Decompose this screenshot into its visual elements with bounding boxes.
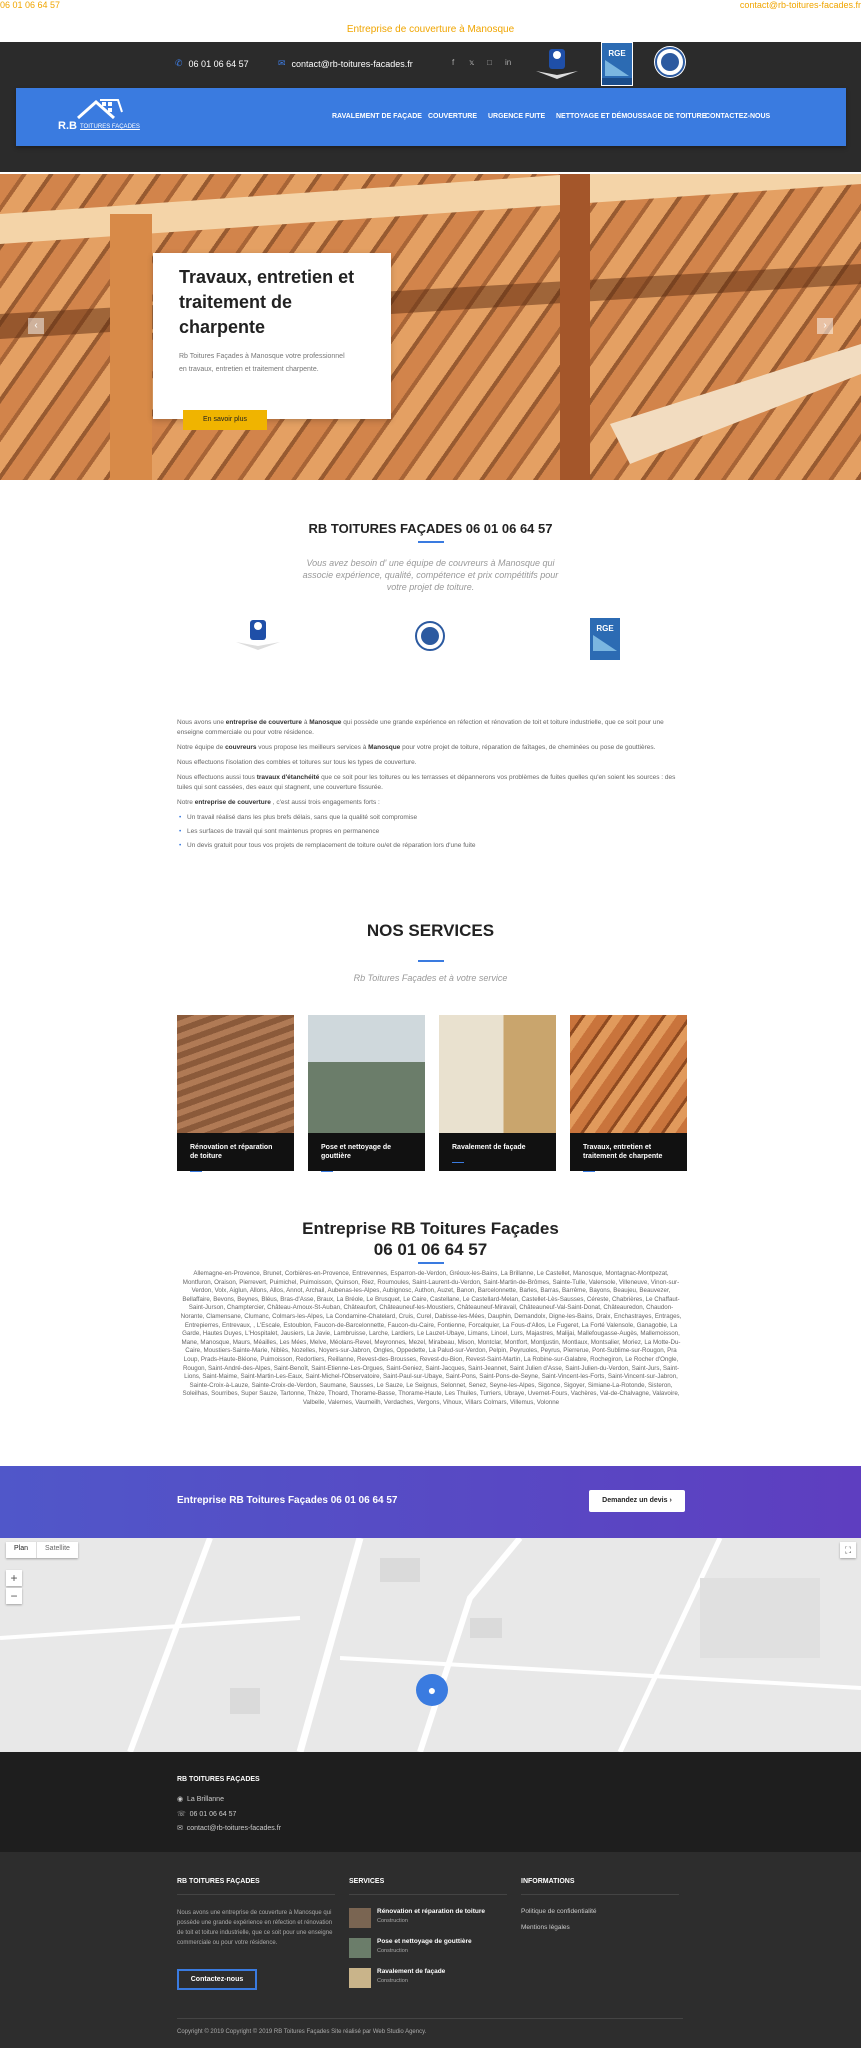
phone-icon: ✆ — [175, 58, 183, 68]
footer-col-about-title: RB TOITURES FAÇADES — [177, 1878, 260, 1885]
service-card-renovation[interactable] — [177, 1015, 294, 1171]
nav-item-contact[interactable]: CONTACTEZ-NOUS — [705, 113, 771, 120]
intro-subtitle: Vous avez besoin d' une équipe de couvreurs à Manosque qui associe expérience, qualité, compétence et prix compétitifs pour votre projet de toiture. — [302, 558, 559, 592]
footer-service-thumb — [349, 1968, 371, 1988]
services-underline — [418, 960, 444, 962]
commitment-item: • Les surfaces de travail qui sont maintenus propres en permanence — [187, 827, 687, 837]
footer-about-text: Nous avons une entreprise de couverture à Manosque qui possède une grande expérience en réfection et rénovation de toit et toiture industrielle, que ce soit pour une enseigne commerciale ou pour votre résidence. — [177, 1910, 333, 1946]
intro-text: Nous avons une entreprise de couverture à Manosque qui possède une grande expérience en réfection et rénovation de toit et toiture industrielle, que ce soit pour une enseigne commerciale ou pour votre résidence. Notre équipe de couvreurs vous propose les meilleurs services à Manosque pour votre projet de toiture, réparation de faîtages, de cheminées ou pose de gouttières. Nous effectuons l'isolation des combles et toitures sur tous les types de couverture. Nous effectuons aussi tous travaux d'étanchéité que ce soit pour les toitures ou les terrasses et dépannerons vos problèmes de fuites quelles qu'en soient les sources : des tuiles qui sont cassées, des eaux qui stagnent, une couverture fissurée. Notre entreprise de couverture , c'est aussi trois engagements forts : • Un travail réalisé dans les plus brefs délais, sans que la qualité soit compromise • Les surfaces de travail qui sont maintenus propres en permanence • Un devis gratuit pour tous vos projets de remplacement de toiture ou/et de réparation lors d'une fuite — [177, 718, 687, 851]
footer-col-services-title: SERVICES — [349, 1878, 385, 1885]
header-email-text: contact@rb-toitures-facades.fr — [291, 58, 413, 69]
footer-contact-button[interactable]: Contactez-nous — [177, 1969, 257, 1990]
footer-privacy-link[interactable]: Politique de confidentialité — [521, 1908, 597, 1915]
header-email[interactable] — [278, 58, 413, 69]
logo-subtext: TOITURES FAÇADES — [80, 124, 140, 130]
site-logo[interactable] — [58, 96, 158, 138]
header-phone-text: 06 01 06 64 57 — [188, 58, 249, 69]
commitment-item: • Un travail réalisé dans les plus brefs délais, sans que la qualité soit compromise — [187, 813, 687, 823]
intro-rge-logo — [590, 618, 620, 662]
service-image — [439, 1015, 556, 1133]
hero-slider-image — [0, 174, 861, 480]
hero-text: Rb Toitures Façades à Manosque votre professionnel en travaux, entretien et traitement charpente. — [179, 353, 345, 373]
instagram-icon[interactable]: □ — [487, 58, 492, 67]
intro-title: RB TOITURES FAÇADES 06 01 06 64 57 — [308, 521, 553, 536]
service-image — [177, 1015, 294, 1133]
service-label: Rénovation et réparation de toiture — [190, 1144, 273, 1160]
intro-cert-logo-1 — [234, 618, 282, 652]
svg-text:RGE: RGE — [596, 624, 614, 633]
towns-phone: 06 01 06 64 57 — [373, 1240, 488, 1259]
zoom-in-button[interactable]: + — [6, 1570, 22, 1586]
service-label: Ravalement de façade — [452, 1144, 526, 1151]
top-strip — [0, 0, 861, 42]
rge-logo — [601, 42, 633, 86]
towns-underline — [418, 1262, 444, 1264]
zoom-out-button[interactable]: − — [6, 1588, 22, 1604]
commitment-item: • Un devis gratuit pour tous vos projets de remplacement de toiture ou/et de réparation lors d'une fuite — [187, 841, 687, 851]
service-label: Pose et nettoyage de gouttière — [321, 1144, 392, 1160]
footer-service-item[interactable]: Ravalement de façade Construction — [349, 1968, 417, 1988]
tagline: Entreprise de couverture à Manosque — [346, 24, 515, 35]
footer-service-thumb — [349, 1938, 371, 1958]
service-image — [308, 1015, 425, 1133]
certification-logo-1 — [534, 45, 580, 81]
hero-card — [153, 253, 391, 419]
header-phone[interactable] — [175, 58, 249, 69]
cta-band — [0, 1466, 861, 1538]
service-card-charpente[interactable] — [570, 1015, 687, 1171]
svg-text:RGE: RGE — [608, 49, 626, 58]
top-email-link[interactable]: contact@rb-toitures-facades.fr — [739, 0, 861, 10]
envelope-icon: ✉ — [177, 1825, 183, 1832]
footer-email[interactable]: ✉ contact@rb-toitures-facades.fr — [177, 1825, 282, 1832]
footer-address: ◉ La Brillanne — [177, 1796, 224, 1803]
hero-title: Travaux, entretien et traitement de charpente — [179, 267, 355, 337]
footer-contact-title: RB TOITURES FAÇADES — [177, 1776, 260, 1783]
footer-service-item[interactable]: Pose et nettoyage de gouttière Construction — [349, 1938, 444, 1958]
qualibat-seal — [654, 46, 686, 78]
intro-underline — [418, 541, 444, 543]
towns-list: Allemagne-en-Provence, Brunet, Corbières-en-Provence, Entrevennes, Esparron-de-Verdon, Gréoux-les-Bains, La Brillanne, Le Castellet, Manosque, Montagnac-Montpezat, Montfuron, Oraison, Pierrevert, Puimichel, Puimoisson, Quinson, Riez, Roumoules, Saint-Laurent-du-Verdon, Saint-Martin-de-Brômes, Sainte-Tulle, Valensole, Villeneuve, Vinon-sur-Verdon, Volx, Aiglun, Allons, Allos, Annot, Archail, Aubenas-les-Alpes, Aubignosc, Authon, Auzet, Banon, Barcelonnette, Barles, Barras, Barrême, Bayons, Beaujeu, Beauvezer, Bellaffaire, Bevons, Beynes, Bléus, Bras-d'Asse, Braux, La Bréole, Le Brusquet, Le Caire, Castellane, Le Castellard-Melan, Castellet-Lès-Sausses, Céreste, Chabrières, Le Chaffaut-Saint-Jurson, Champtercier, Château-Arnoux-St-Auban, Châteaufort, Châteauneuf-les-Moustiers, Châteauneuf-Miravail, Châteauneuf-Val-Saint-Donat, Châteauredon, Chaudon-Norante, Clamensane, Clumanc, Colmars-les-Alpes, La Condamine-Chatelard, Cruis, Curel, Dabisse-les-Mées, Dauphin, Demandolx, Digne-les-Bains, Draix, Enchastrayes, Entrages, Entrepierres, Entrevaux, , L'Escale, Estoublon, Faucon-de-Barcelonnette, Faucon-du-Caire, Fontienne, Forcalquier, La Fous-d'Allos, Le Fugeret, La Forté Valensole, Ganagobie, La Garde, Hautes Duyes, L'Hospitalet, Jausiers, La Javie, Lambruisse, Larche, Lardiers, Le Lauzet-Ubaye, Limans, Lincel, Lurs, Majastres, Malijai, Mallefougasse-Augès, Mallemoisson, Mane, Manosque, Maurs, Méailles, Les Mées, Melve, Méolans-Revel, Meyronnes, Mezel, Mirabeau, Mison, Montclar, Montfort, Montjustin, Montlaux, Montsalier, Moriez, La Motte-Du-Caire, Moustiers-Sainte-Marie, Niblès, Nozelles, Noyers-sur-Jabron, Ongles, Oppedette, La Palud-sur-Verdon, Pelpin, Peyruoles, Peyrus, Pierrerue, Pont-Sublime-sur-Rougon, Pra Loup, Prads-Haute-Bléone, Puimoisson, Redortiers, Reillanne, Revest-des-Brousses, Revest-du-Bion, Revest-Saint-Martin, La Robine-sur-Galabre, Rochegiron, Le Rocher d'Ongle, Rougon, Saint-André-des-Alpes, Saint-Benoît, Saint-Etienne-Les-Orgues, Saint-Geniez, Saint-Jacques, Saint-Jeannet, Saint Julien d'Asse, Saint-Julien-du-Verdon, Saint-Jurs, Saint-Lions, Saint-Maime, Saint-Martin-Les-Eaux, Saint-Michel-l'Observatoire, Saint-Paul-sur-Ubaye, Saint-Pons, Saint-Pons-de-Seyne, Saint-Vincent-les-Forts, Saint-Vincent-sur-Jabron, Sainte-Croix-à-Lauze, Sainte-Croix-de-Verdon, Saumane, Sausses, Le Sauze, Le Seignus, Selonnet, Senez, Seyne-les-Alpes, Sigonce, Sigoyer, Simiane-La-Rotonde, Sisteron, Soleilhas, Sourribes, Super Sauze, Tartonne, Thèze, Thoard, Thorame-Basse, Thorame-Haute, Les Thuiles, Turriers, Ubraye, Uvernet-Fours, Vachères, Val-de-Chalvagne, Valavoire, Valbelle, Valernes, Vaumeilh, Verdaches, Vergons, Vihoux, Villars Colmars, Villemus, Volonne — [180, 1270, 682, 1406]
towns-title: Entreprise RB Toitures Façades — [302, 1219, 559, 1238]
services-title: NOS SERVICES — [366, 921, 495, 940]
service-card-ravalement[interactable] — [439, 1015, 556, 1171]
service-image — [570, 1015, 687, 1133]
nav-item-ravalement[interactable]: RAVALEMENT DE FAÇADE — [332, 113, 422, 120]
quote-button[interactable]: Demandez un devis › — [589, 1490, 685, 1512]
nav-item-urgence-fuite[interactable]: URGENCE FUITE — [488, 113, 546, 120]
envelope-icon: ✉ — [278, 58, 286, 68]
service-card-gouttiere[interactable] — [308, 1015, 425, 1171]
nav-item-nettoyage[interactable]: NETTOYAGE ET DÉMOUSSAGE DE TOITURE — [556, 113, 707, 120]
footer-contact-band — [0, 1752, 861, 1852]
top-phone-link[interactable]: 06 01 06 64 57 — [0, 0, 61, 10]
footer-service-item[interactable]: Rénovation et réparation de toiture Construction — [349, 1908, 457, 1928]
map-tab-plan[interactable]: Plan — [14, 1545, 29, 1552]
intro-qualibat-seal — [414, 620, 446, 652]
phone-icon: ☏ — [177, 1811, 186, 1818]
hero-next-button[interactable]: › — [817, 318, 833, 334]
linkedin-icon[interactable]: in — [505, 58, 512, 67]
logo-text: R.B — [58, 120, 77, 132]
footer-phone[interactable]: ☏ 06 01 06 64 57 — [177, 1811, 237, 1818]
google-map[interactable] — [0, 1538, 861, 1752]
location-icon: ◉ — [177, 1796, 184, 1803]
facebook-icon[interactable]: f — [452, 58, 455, 67]
hero-cta-button[interactable]: En savoir plus — [183, 410, 267, 430]
services-subtitle: Rb Toitures Façades et à votre service — [353, 973, 508, 983]
nav-item-couverture[interactable]: COUVERTURE — [428, 113, 478, 120]
footer-col-info-title: INFORMATIONS — [521, 1878, 575, 1885]
hero-prev-button[interactable]: ‹ — [28, 318, 44, 334]
footer-legal-link[interactable]: Mentions légales — [521, 1924, 570, 1931]
fullscreen-icon[interactable]: ⛶ — [840, 1542, 856, 1558]
map-type-tabs — [6, 1542, 78, 1558]
copyright: Copyright © 2019 Copyright © 2019 RB Toitures Façades Site réalisé par Web Studio Agency. — [177, 2029, 427, 2035]
map-tab-satellite[interactable]: Satellite — [36, 1542, 78, 1558]
footer-service-thumb — [349, 1908, 371, 1928]
map-pin-icon[interactable]: ● — [416, 1674, 448, 1706]
service-label: Travaux, entretien et traitement de charpente — [583, 1144, 663, 1160]
cta-text: Entreprise RB Toitures Façades 06 01 06 64 57 — [177, 1495, 398, 1506]
twitter-icon[interactable]: 𝕩 — [469, 58, 475, 67]
